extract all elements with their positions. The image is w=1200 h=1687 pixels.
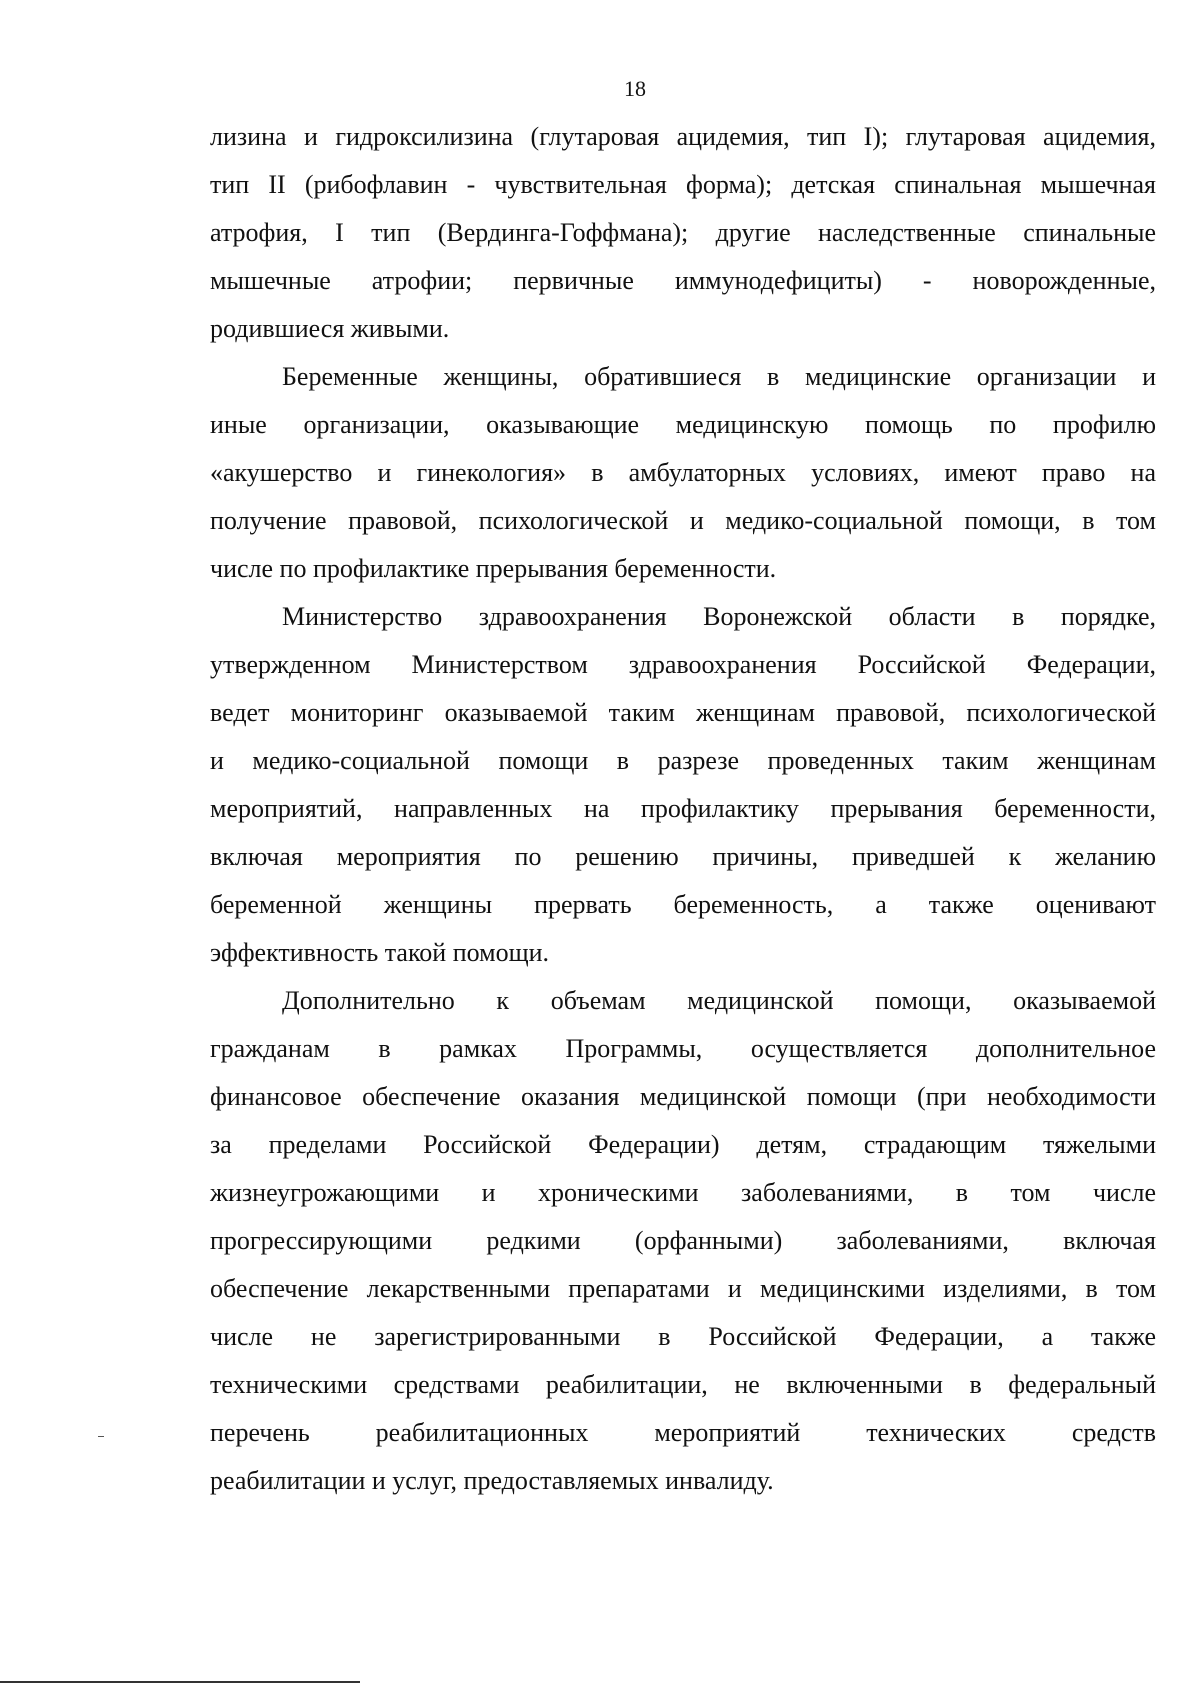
text-line: «акушерство и гинекология» в амбулаторных условиях, имеют право на — [210, 458, 1156, 487]
text-line: лизина и гидроксилизина (глутаровая ацидемия, тип I); глутаровая ацидемия, — [210, 122, 1156, 151]
footer-rule — [0, 1681, 360, 1683]
text-line: гражданам в рамках Программы, осуществляется дополнительное — [210, 1034, 1156, 1063]
text-line: реабилитации и услуг, предоставляемых инвалиду. — [210, 1466, 774, 1495]
text-line: финансовое обеспечение оказания медицинской помощи (при необходимости — [210, 1082, 1156, 1111]
text-line: получение правовой, психологической и медико-социальной помощи, в том — [210, 506, 1156, 535]
text-line: Дополнительно к объемам медицинской помощи, оказываемой — [282, 986, 1156, 1015]
text-line: родившиеся живыми. — [210, 314, 450, 343]
text-line: Беременные женщины, обратившиеся в медицинские организации и — [282, 362, 1156, 391]
text-line: прогрессирующими редкими (орфанными) заболеваниями, включая — [210, 1226, 1156, 1255]
text-line: атрофия, I тип (Вердинга-Гоффмана); другие наследственные спинальные — [210, 218, 1156, 247]
text-line: числе по профилактике прерывания беременности. — [210, 554, 777, 583]
document-body — [210, 113, 1156, 1505]
text-line: тип II (рибофлавин - чувствительная форма); детская спинальная мышечная — [210, 170, 1156, 199]
text-line: утвержденном Министерством здравоохранения Российской Федерации, — [210, 650, 1156, 679]
text-line: мероприятий, направленных на профилактику прерывания беременности, — [210, 794, 1156, 823]
paragraph-additional-financing — [210, 977, 1156, 1505]
text-line: мышечные атрофии; первичные иммунодефициты) - новорожденные, — [210, 266, 1156, 295]
text-line: жизнеугрожающими и хроническими заболеваниями, в том числе — [210, 1178, 1156, 1207]
page-number: 18 — [624, 76, 646, 101]
text-line: числе не зарегистрированными в Российской Федерации, а также — [210, 1322, 1156, 1351]
text-line: за пределами Российской Федерации) детям, страдающим тяжелыми — [210, 1130, 1156, 1159]
text-line: и медико-социальной помощи в разрезе проведенных таким женщинам — [210, 746, 1156, 775]
paragraph-hereditary-diseases — [210, 113, 1156, 353]
text-line: обеспечение лекарственными препаратами и медицинскими изделиями, в том — [210, 1274, 1156, 1303]
text-line: эффективность такой помощи. — [210, 938, 550, 967]
text-line: перечень реабилитационных мероприятий технических средств — [210, 1418, 1156, 1447]
text-line: включая мероприятия по решению причины, приведшей к желанию — [210, 842, 1156, 871]
paragraph-pregnant-women — [210, 353, 1156, 593]
margin-mark — [98, 1436, 104, 1437]
text-line: техническими средствами реабилитации, не включенными в федеральный — [210, 1370, 1156, 1399]
text-line: иные организации, оказывающие медицинскую помощь по профилю — [210, 410, 1156, 439]
text-line: Министерство здравоохранения Воронежской области в порядке, — [282, 602, 1156, 631]
text-line: ведет мониторинг оказываемой таким женщинам правовой, психологической — [210, 698, 1156, 727]
paragraph-ministry-monitoring — [210, 593, 1156, 977]
text-line: беременной женщины прервать беременность, а также оценивают — [210, 890, 1156, 919]
